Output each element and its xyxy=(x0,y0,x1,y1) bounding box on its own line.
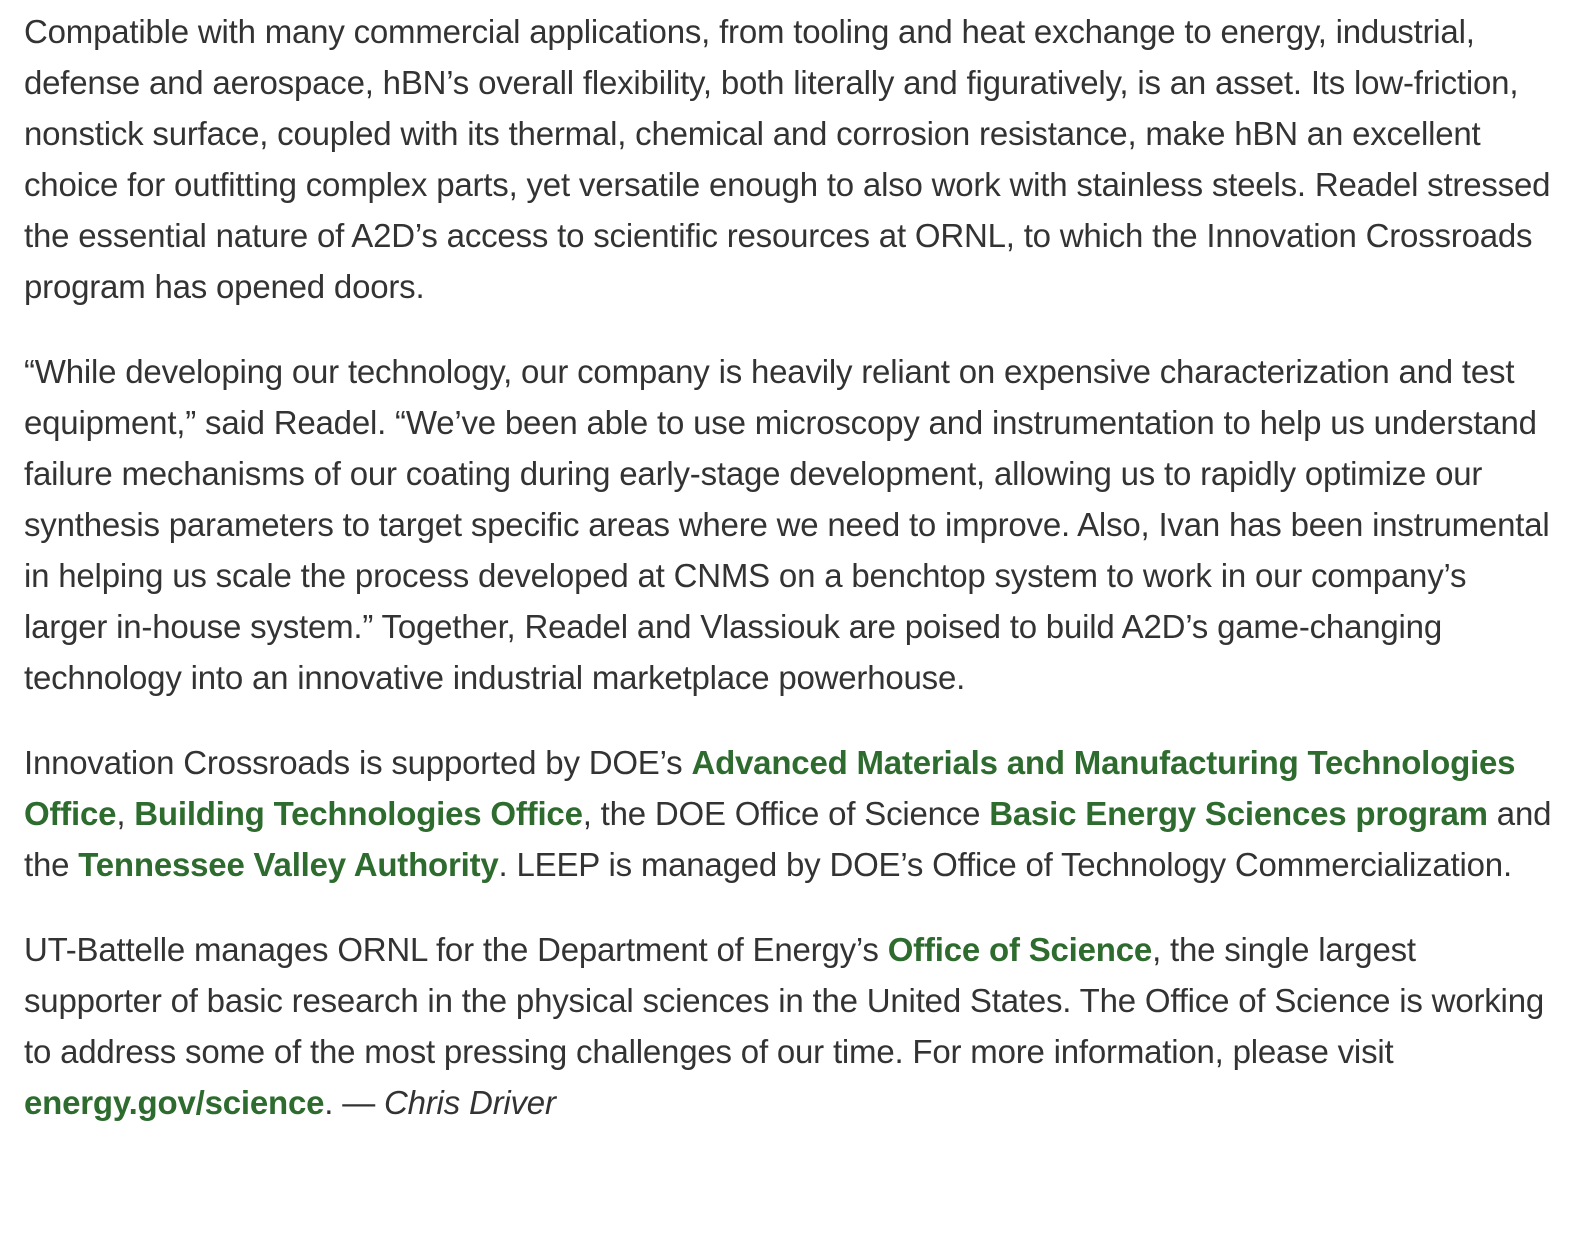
support-text-1: Innovation Crossroads is supported by DOE’s xyxy=(24,744,692,781)
support-text-5: . LEEP is managed by DOE’s Office of Technology Commercialization. xyxy=(498,846,1512,883)
paragraph-readel-quote: “While developing our technology, our company is heavily reliant on expensive characterization and test equipment,” said Readel. “We’ve been able to use microscopy and instrumentation to help us understand failure mechanisms of our coating during early-stage development, allowing us to rapidly optimize our synthesis parameters to target specific areas where we need to improve. Also, Ivan has been instrumental in helping us scale the process developed at CNMS on a benchtop system to work in our company’s larger in-house system.” Together, Readel and Vlassiouk are poised to build A2D’s game-changing technology into an innovative industrial marketplace powerhouse. xyxy=(24,353,1550,696)
paragraph-support xyxy=(24,737,1554,890)
link-advanced-materials-office[interactable]: Advanced Materials and Manufacturing Technologies Office xyxy=(24,744,1516,832)
link-basic-energy-sciences[interactable]: Basic Energy Sciences program xyxy=(989,795,1488,832)
support-text-2: , xyxy=(116,795,135,832)
battelle-text-2: , the single largest supporter of basic research in the physical sciences in the United States. The Office of Science is working to address some of the most pressing challenges of our time. For more information, please visit xyxy=(24,931,1544,1070)
battelle-text-3: . — xyxy=(324,1084,384,1121)
link-energy-gov-science[interactable]: energy.gov/science xyxy=(24,1084,325,1121)
support-text-4: and the xyxy=(24,795,1552,883)
link-tennessee-valley-authority[interactable]: Tennessee Valley Authority xyxy=(78,846,499,883)
support-text-3: , the DOE Office of Science xyxy=(582,795,990,832)
battelle-text-1: UT-Battelle manages ORNL for the Department of Energy’s xyxy=(24,931,888,968)
author-byline: Chris Driver xyxy=(383,1084,556,1121)
link-building-technologies-office[interactable]: Building Technologies Office xyxy=(134,795,583,832)
paragraph-ut-battelle xyxy=(24,924,1554,1128)
paragraph-applications: Compatible with many commercial applications, from tooling and heat exchange to energy, industrial, defense and aerospace, hBN’s overall flexibility, both literally and figuratively, is an asset. Its low-friction, nonstick surface, coupled with its thermal, chemical and corrosion resistance, make hBN an excellent choice for outfitting complex parts, yet versatile enough to also work with stainless steels. Readel stressed the essential nature of A2D’s access to scientific resources at ORNL, to which the Innovation Crossroads program has opened doors. xyxy=(24,13,1551,305)
link-office-of-science[interactable]: Office of Science xyxy=(887,931,1153,968)
article-body xyxy=(24,6,1554,1162)
